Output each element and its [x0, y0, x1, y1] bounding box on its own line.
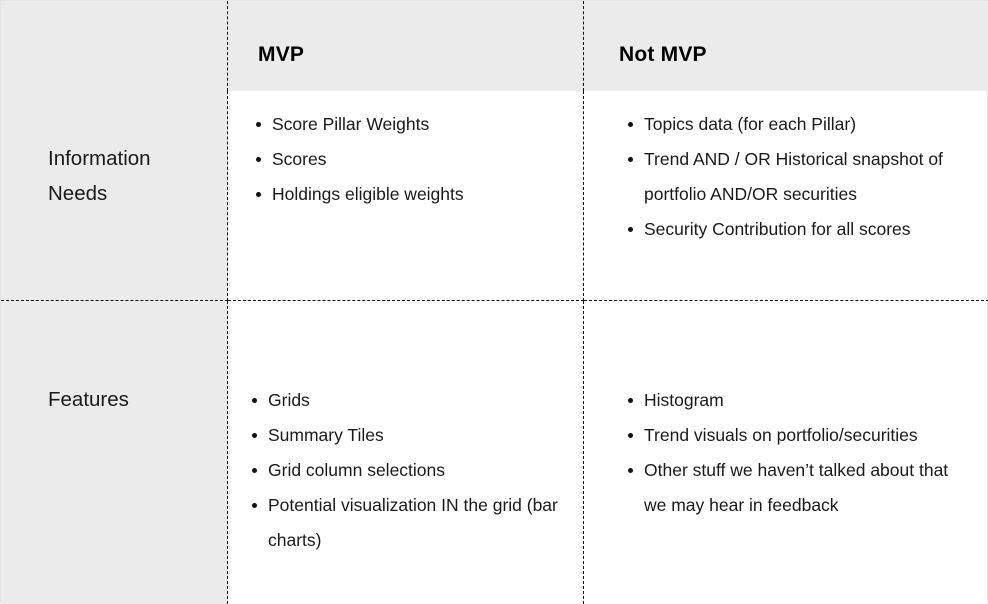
- information-needs-not-mvp-list: [626, 107, 956, 247]
- information-needs-not-mvp-cell: [584, 91, 988, 301]
- list-item: Trend AND / OR Historical snapshot of portfolio AND/OR securities: [626, 142, 956, 212]
- list-item: Scores: [254, 142, 464, 177]
- corner-cell: [1, 1, 228, 91]
- list-item: Topics data (for each Pillar): [626, 107, 956, 142]
- list-item: Trend visuals on portfolio/securities: [626, 418, 956, 453]
- column-header-not-mvp: [584, 1, 988, 91]
- row-label-features-text: Features: [48, 388, 129, 411]
- list-item: Grid column selections: [250, 453, 570, 488]
- list-item: Score Pillar Weights: [254, 107, 464, 142]
- list-item: Holdings eligible weights: [254, 177, 464, 212]
- information-needs-mvp-list: [254, 107, 464, 212]
- column-header-not-mvp-label: Not MVP: [619, 43, 707, 66]
- row-label-features: [1, 301, 228, 604]
- features-mvp-list: [250, 383, 570, 558]
- features-not-mvp-cell: [584, 301, 988, 604]
- column-header-mvp: [228, 1, 584, 91]
- list-item: Histogram: [626, 383, 956, 418]
- list-item: Potential visualization IN the grid (bar charts): [250, 488, 570, 558]
- row-label-information-needs-text: [48, 141, 151, 211]
- information-needs-mvp-cell: [228, 91, 584, 301]
- features-not-mvp-list: [626, 383, 956, 523]
- column-header-mvp-label: MVP: [258, 43, 305, 66]
- list-item: Summary Tiles: [250, 418, 570, 453]
- list-item: Other stuff we haven’t talked about that we may hear in feedback: [626, 453, 956, 523]
- row-label-information-line1: Information: [48, 147, 151, 170]
- list-item: Grids: [250, 383, 570, 418]
- list-item: Security Contribution for all scores: [626, 212, 956, 247]
- features-mvp-cell: [228, 301, 584, 604]
- row-label-information-needs: [1, 91, 228, 301]
- row-label-information-line2: Needs: [48, 182, 108, 205]
